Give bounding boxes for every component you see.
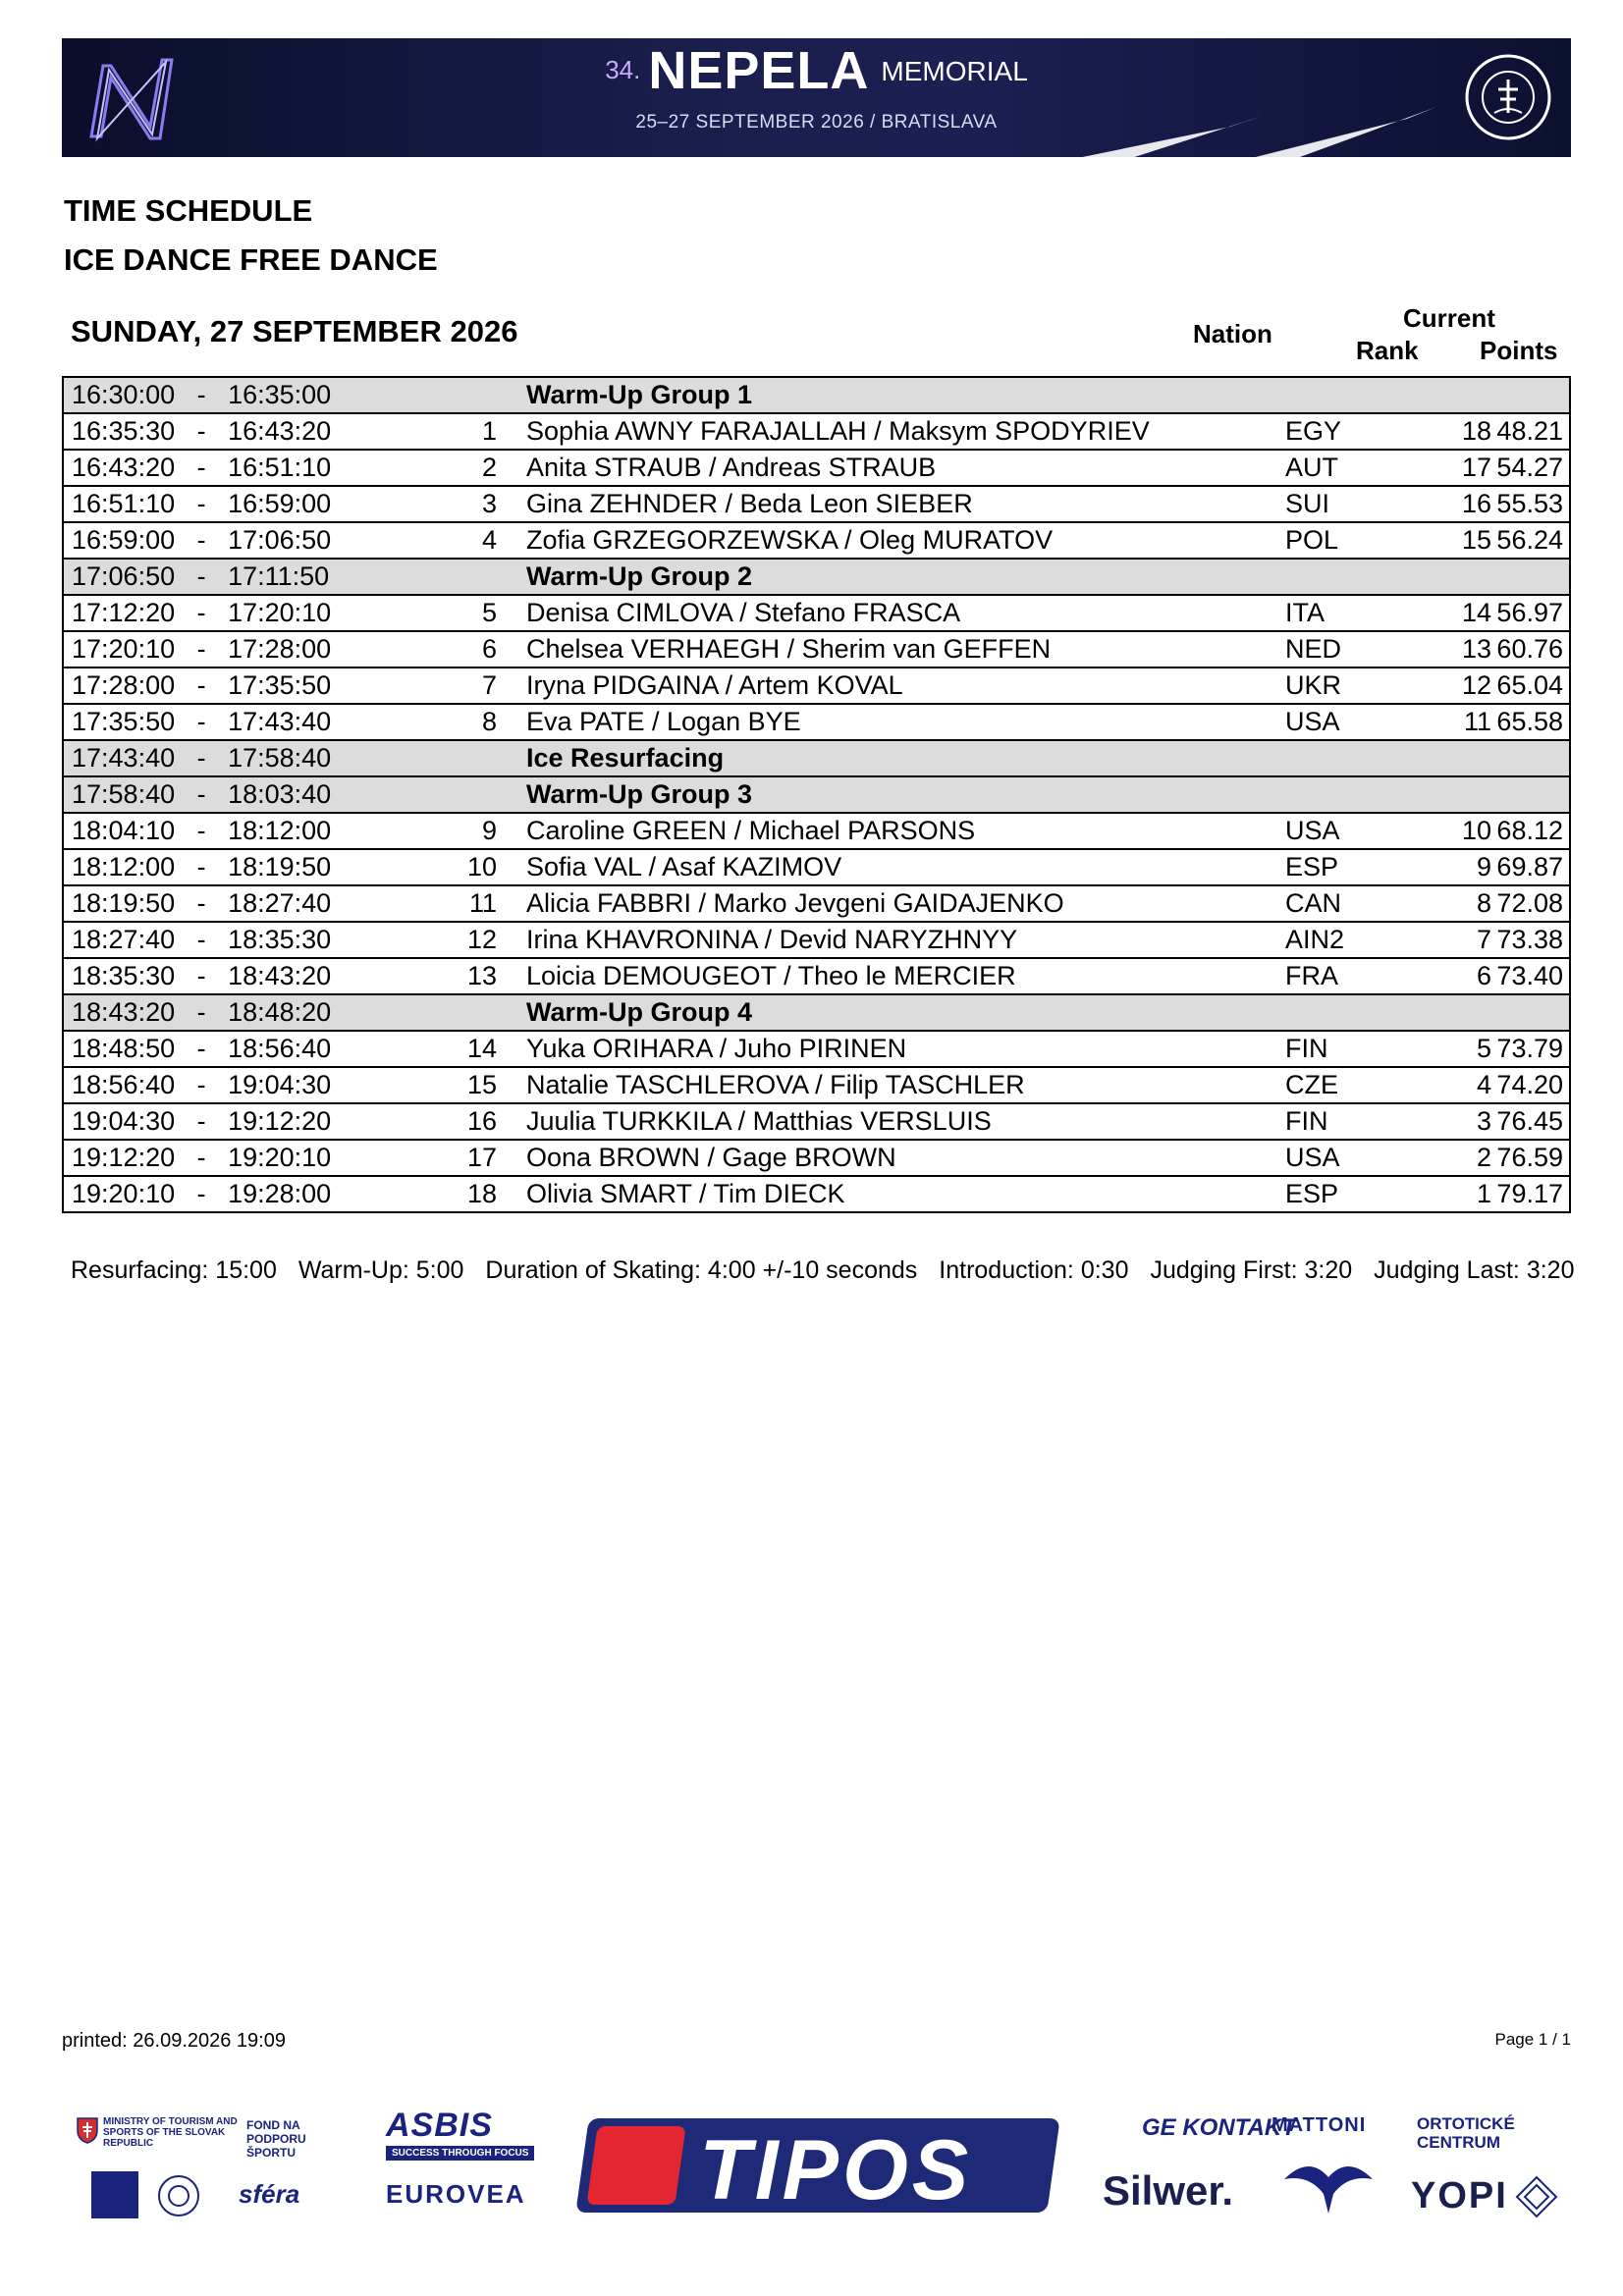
row-nation: FIN <box>1285 1103 1403 1140</box>
row-name: Oona BROWN / Gage BROWN <box>497 1140 1285 1176</box>
row-points: 73.40 <box>1491 958 1570 994</box>
banner-memorial: MEMORIAL <box>881 56 1028 86</box>
schedule-table <box>62 376 1571 1213</box>
row-rank: 16 <box>1403 486 1491 522</box>
row-name: Chelsea VERHAEGH / Sherim van GEFFEN <box>497 631 1285 667</box>
sponsor-ortoticke: ORTOTICKÉ CENTRUM <box>1417 2114 1515 2152</box>
sponsor-round-seal-icon <box>156 2173 201 2218</box>
row-rank: 17 <box>1403 450 1491 486</box>
row-name: Zofia GRZEGORZEWSKA / Oleg MURATOV <box>497 522 1285 559</box>
row-points: 73.79 <box>1491 1031 1570 1067</box>
row-nation: USA <box>1285 704 1403 740</box>
row-rank: 6 <box>1403 958 1491 994</box>
row-points: 56.24 <box>1491 522 1570 559</box>
header-points: Points <box>1480 336 1558 365</box>
banner-streak-icon <box>1240 107 1436 157</box>
row-points: 65.04 <box>1491 667 1570 704</box>
schedule-row-group <box>63 377 1570 413</box>
schedule-row <box>63 704 1570 740</box>
row-time: 18:19:50 - 18:27:40 <box>63 885 440 922</box>
row-time: 16:43:20 - 16:51:10 <box>63 450 440 486</box>
schedule-row-group <box>63 994 1570 1031</box>
row-start-number <box>440 377 497 413</box>
row-time: 18:27:40 - 18:35:30 <box>63 922 440 958</box>
federation-seal-icon <box>1463 52 1553 142</box>
sponsor-ministry: MINISTRY OF TOURISM AND SPORTS OF THE SLOVAK REPUBLIC <box>103 2116 238 2149</box>
row-start-number <box>440 994 497 1031</box>
row-points: 65.58 <box>1491 704 1570 740</box>
schedule-row <box>63 885 1570 922</box>
row-points: 69.87 <box>1491 849 1570 885</box>
row-start-number: 11 <box>440 885 497 922</box>
header-nation: Nation <box>1193 319 1272 348</box>
row-points <box>1491 740 1570 776</box>
row-name: Olivia SMART / Tim DIECK <box>497 1176 1285 1212</box>
row-name: Eva PATE / Logan BYE <box>497 704 1285 740</box>
row-points: 55.53 <box>1491 486 1570 522</box>
row-nation: SUI <box>1285 486 1403 522</box>
row-time: 18:48:50 - 18:56:40 <box>63 1031 440 1067</box>
row-points: 54.27 <box>1491 450 1570 486</box>
row-rank: 10 <box>1403 813 1491 849</box>
sponsor-sfera: sféra <box>239 2179 300 2209</box>
sponsor-square-logo <box>91 2171 138 2218</box>
note-introduction: Introduction: 0:30 <box>939 1256 1129 1284</box>
row-rank: 13 <box>1403 631 1491 667</box>
schedule-row <box>63 595 1570 631</box>
sponsor-eagle-icon <box>1279 2150 1378 2218</box>
schedule-row <box>63 522 1570 559</box>
schedule-row <box>63 849 1570 885</box>
row-start-number: 8 <box>440 704 497 740</box>
page-number: Page 1 / 1 <box>1494 2030 1571 2049</box>
row-name: Anita STRAUB / Andreas STRAUB <box>497 450 1285 486</box>
row-points: 76.45 <box>1491 1103 1570 1140</box>
row-start-number: 9 <box>440 813 497 849</box>
printed-timestamp: printed: 26.09.2026 19:09 <box>62 2030 286 2052</box>
row-nation: EGY <box>1285 413 1403 450</box>
schedule-row <box>63 486 1570 522</box>
row-name: Warm-Up Group 4 <box>497 994 1285 1031</box>
schedule-row <box>63 958 1570 994</box>
row-start-number: 15 <box>440 1067 497 1103</box>
row-points: 60.76 <box>1491 631 1570 667</box>
schedule-row-group <box>63 740 1570 776</box>
row-points: 79.17 <box>1491 1176 1570 1212</box>
schedule-row <box>63 922 1570 958</box>
row-name: Iryna PIDGAINA / Artem KOVAL <box>497 667 1285 704</box>
row-start-number: 12 <box>440 922 497 958</box>
sponsor-fond: FOND NA PODPORU ŠPORTU <box>246 2118 306 2160</box>
row-points: 73.38 <box>1491 922 1570 958</box>
row-time: 18:43:20 - 18:48:20 <box>63 994 440 1031</box>
row-start-number: 14 <box>440 1031 497 1067</box>
sponsor-ge: GE KONTAKT <box>1142 2114 1296 2141</box>
row-rank <box>1403 776 1491 813</box>
row-start-number <box>440 776 497 813</box>
row-nation <box>1285 377 1403 413</box>
schedule-row <box>63 413 1570 450</box>
row-start-number: 13 <box>440 958 497 994</box>
row-time: 19:12:20 - 19:20:10 <box>63 1140 440 1176</box>
row-time: 18:12:00 - 18:19:50 <box>63 849 440 885</box>
row-start-number: 18 <box>440 1176 497 1212</box>
row-time: 19:04:30 - 19:12:20 <box>63 1103 440 1140</box>
row-nation <box>1285 559 1403 595</box>
row-points: 74.20 <box>1491 1067 1570 1103</box>
note-duration: Duration of Skating: 4:00 +/-10 seconds <box>485 1256 918 1284</box>
schedule-row <box>63 1140 1570 1176</box>
row-rank: 7 <box>1403 922 1491 958</box>
tipos-badge-icon <box>586 2126 685 2205</box>
schedule-row-group <box>63 776 1570 813</box>
row-nation: POL <box>1285 522 1403 559</box>
row-nation: NED <box>1285 631 1403 667</box>
row-rank <box>1403 740 1491 776</box>
doc-title: TIME SCHEDULE <box>64 193 313 228</box>
row-time: 16:59:00 - 17:06:50 <box>63 522 440 559</box>
banner-title <box>62 40 1571 101</box>
row-name: Natalie TASCHLEROVA / Filip TASCHLER <box>497 1067 1285 1103</box>
row-points: 56.97 <box>1491 595 1570 631</box>
row-name: Juulia TURKKILA / Matthias VERSLUIS <box>497 1103 1285 1140</box>
row-rank: 14 <box>1403 595 1491 631</box>
slovak-coat-of-arms-icon <box>76 2116 99 2144</box>
row-rank: 4 <box>1403 1067 1491 1103</box>
schedule-row <box>63 1067 1570 1103</box>
banner-dates: 25–27 SEPTEMBER 2026 / BRATISLAVA <box>635 112 998 133</box>
row-rank: 8 <box>1403 885 1491 922</box>
row-start-number: 10 <box>440 849 497 885</box>
row-start-number: 5 <box>440 595 497 631</box>
banner-name: NEPELA <box>648 41 870 100</box>
schedule-row-group <box>63 559 1570 595</box>
row-start-number: 17 <box>440 1140 497 1176</box>
row-nation: FIN <box>1285 1031 1403 1067</box>
row-rank: 3 <box>1403 1103 1491 1140</box>
schedule-row <box>63 1176 1570 1212</box>
banner-streak-icon <box>1063 117 1260 157</box>
row-name: Gina ZEHNDER / Beda Leon SIEBER <box>497 486 1285 522</box>
sponsor-yopi: YOPI <box>1411 2175 1508 2216</box>
row-nation: AUT <box>1285 450 1403 486</box>
row-time: 17:35:50 - 17:43:40 <box>63 704 440 740</box>
row-time: 17:12:20 - 17:20:10 <box>63 595 440 631</box>
day-title: SUNDAY, 27 SEPTEMBER 2026 <box>71 314 518 348</box>
row-time: 17:06:50 - 17:11:50 <box>63 559 440 595</box>
note-judging-first: Judging First: 3:20 <box>1150 1256 1353 1284</box>
banner-number: 34. <box>605 55 641 84</box>
row-points <box>1491 377 1570 413</box>
schedule-row <box>63 1031 1570 1067</box>
row-rank <box>1403 559 1491 595</box>
row-nation: ESP <box>1285 1176 1403 1212</box>
row-points <box>1491 994 1570 1031</box>
doc-subtitle: ICE DANCE FREE DANCE <box>64 242 438 277</box>
row-rank: 11 <box>1403 704 1491 740</box>
sponsor-silwer: Silwer. <box>1103 2167 1234 2214</box>
row-name: Caroline GREEN / Michael PARSONS <box>497 813 1285 849</box>
row-points <box>1491 559 1570 595</box>
sponsor-tipos <box>575 2118 1059 2217</box>
row-nation: CAN <box>1285 885 1403 922</box>
row-points: 48.21 <box>1491 413 1570 450</box>
sponsor-diamond-icon <box>1515 2175 1558 2218</box>
row-start-number <box>440 740 497 776</box>
sponsor-mattoni: MATTONI <box>1271 2114 1367 2136</box>
row-nation <box>1285 740 1403 776</box>
schedule-row <box>63 450 1570 486</box>
row-start-number <box>440 559 497 595</box>
row-rank: 9 <box>1403 849 1491 885</box>
row-nation: USA <box>1285 813 1403 849</box>
row-start-number: 3 <box>440 486 497 522</box>
row-time: 18:35:30 - 18:43:20 <box>63 958 440 994</box>
row-rank: 15 <box>1403 522 1491 559</box>
row-name: Alicia FABBRI / Marko Jevgeni GAIDAJENKO <box>497 885 1285 922</box>
row-start-number: 16 <box>440 1103 497 1140</box>
row-points: 72.08 <box>1491 885 1570 922</box>
row-nation: FRA <box>1285 958 1403 994</box>
row-name: Yuka ORIHARA / Juho PIRINEN <box>497 1031 1285 1067</box>
row-name: Sophia AWNY FARAJALLAH / Maksym SPODYRIEV <box>497 413 1285 450</box>
row-name: Sofia VAL / Asaf KAZIMOV <box>497 849 1285 885</box>
row-rank: 2 <box>1403 1140 1491 1176</box>
schedule-row <box>63 813 1570 849</box>
row-time: 16:30:00 - 16:35:00 <box>63 377 440 413</box>
row-nation: CZE <box>1285 1067 1403 1103</box>
row-time: 16:51:10 - 16:59:00 <box>63 486 440 522</box>
row-time: 19:20:10 - 19:28:00 <box>63 1176 440 1212</box>
row-start-number: 7 <box>440 667 497 704</box>
row-rank: 18 <box>1403 413 1491 450</box>
timing-note <box>71 1256 1574 1285</box>
row-rank <box>1403 377 1491 413</box>
schedule-row <box>63 667 1570 704</box>
header-current: Current <box>1403 303 1495 333</box>
sponsor-eurovea: EUROVEA <box>386 2179 526 2209</box>
row-start-number: 6 <box>440 631 497 667</box>
sponsor-asbis: ASBIS <box>386 2107 493 2144</box>
sponsor-asbis-tag: SUCCESS THROUGH FOCUS <box>386 2146 534 2161</box>
row-points: 68.12 <box>1491 813 1570 849</box>
row-name: Denisa CIMLOVA / Stefano FRASCA <box>497 595 1285 631</box>
row-rank: 1 <box>1403 1176 1491 1212</box>
row-name: Warm-Up Group 2 <box>497 559 1285 595</box>
row-nation: AIN2 <box>1285 922 1403 958</box>
row-time: 16:35:30 - 16:43:20 <box>63 413 440 450</box>
row-start-number: 4 <box>440 522 497 559</box>
row-time: 18:04:10 - 18:12:00 <box>63 813 440 849</box>
header-rank: Rank <box>1356 336 1419 365</box>
schedule-row <box>63 1103 1570 1140</box>
row-nation: ESP <box>1285 849 1403 885</box>
row-name: Irina KHAVRONINA / Devid NARYZHNYY <box>497 922 1285 958</box>
note-resurfacing: Resurfacing: 15:00 <box>71 1256 277 1284</box>
event-banner <box>62 38 1571 157</box>
note-warmup: Warm-Up: 5:00 <box>298 1256 464 1284</box>
row-points <box>1491 776 1570 813</box>
row-rank: 12 <box>1403 667 1491 704</box>
row-rank: 5 <box>1403 1031 1491 1067</box>
row-name: Loicia DEMOUGEOT / Theo le MERCIER <box>497 958 1285 994</box>
row-time: 17:58:40 - 18:03:40 <box>63 776 440 813</box>
row-time: 17:28:00 - 17:35:50 <box>63 667 440 704</box>
row-name: Warm-Up Group 3 <box>497 776 1285 813</box>
sponsor-strip <box>62 2101 1571 2228</box>
row-start-number: 2 <box>440 450 497 486</box>
row-time: 17:43:40 - 17:58:40 <box>63 740 440 776</box>
schedule-row <box>63 631 1570 667</box>
row-nation: UKR <box>1285 667 1403 704</box>
row-points: 76.59 <box>1491 1140 1570 1176</box>
row-name: Ice Resurfacing <box>497 740 1285 776</box>
row-nation <box>1285 994 1403 1031</box>
row-time: 18:56:40 - 19:04:30 <box>63 1067 440 1103</box>
row-nation: ITA <box>1285 595 1403 631</box>
tipos-label: TIPOS <box>699 2123 973 2217</box>
row-time: 17:20:10 - 17:28:00 <box>63 631 440 667</box>
row-nation <box>1285 776 1403 813</box>
note-judging-last: Judging Last: 3:20 <box>1374 1256 1575 1284</box>
row-rank <box>1403 994 1491 1031</box>
row-nation: USA <box>1285 1140 1403 1176</box>
row-name: Warm-Up Group 1 <box>497 377 1285 413</box>
row-start-number: 1 <box>440 413 497 450</box>
